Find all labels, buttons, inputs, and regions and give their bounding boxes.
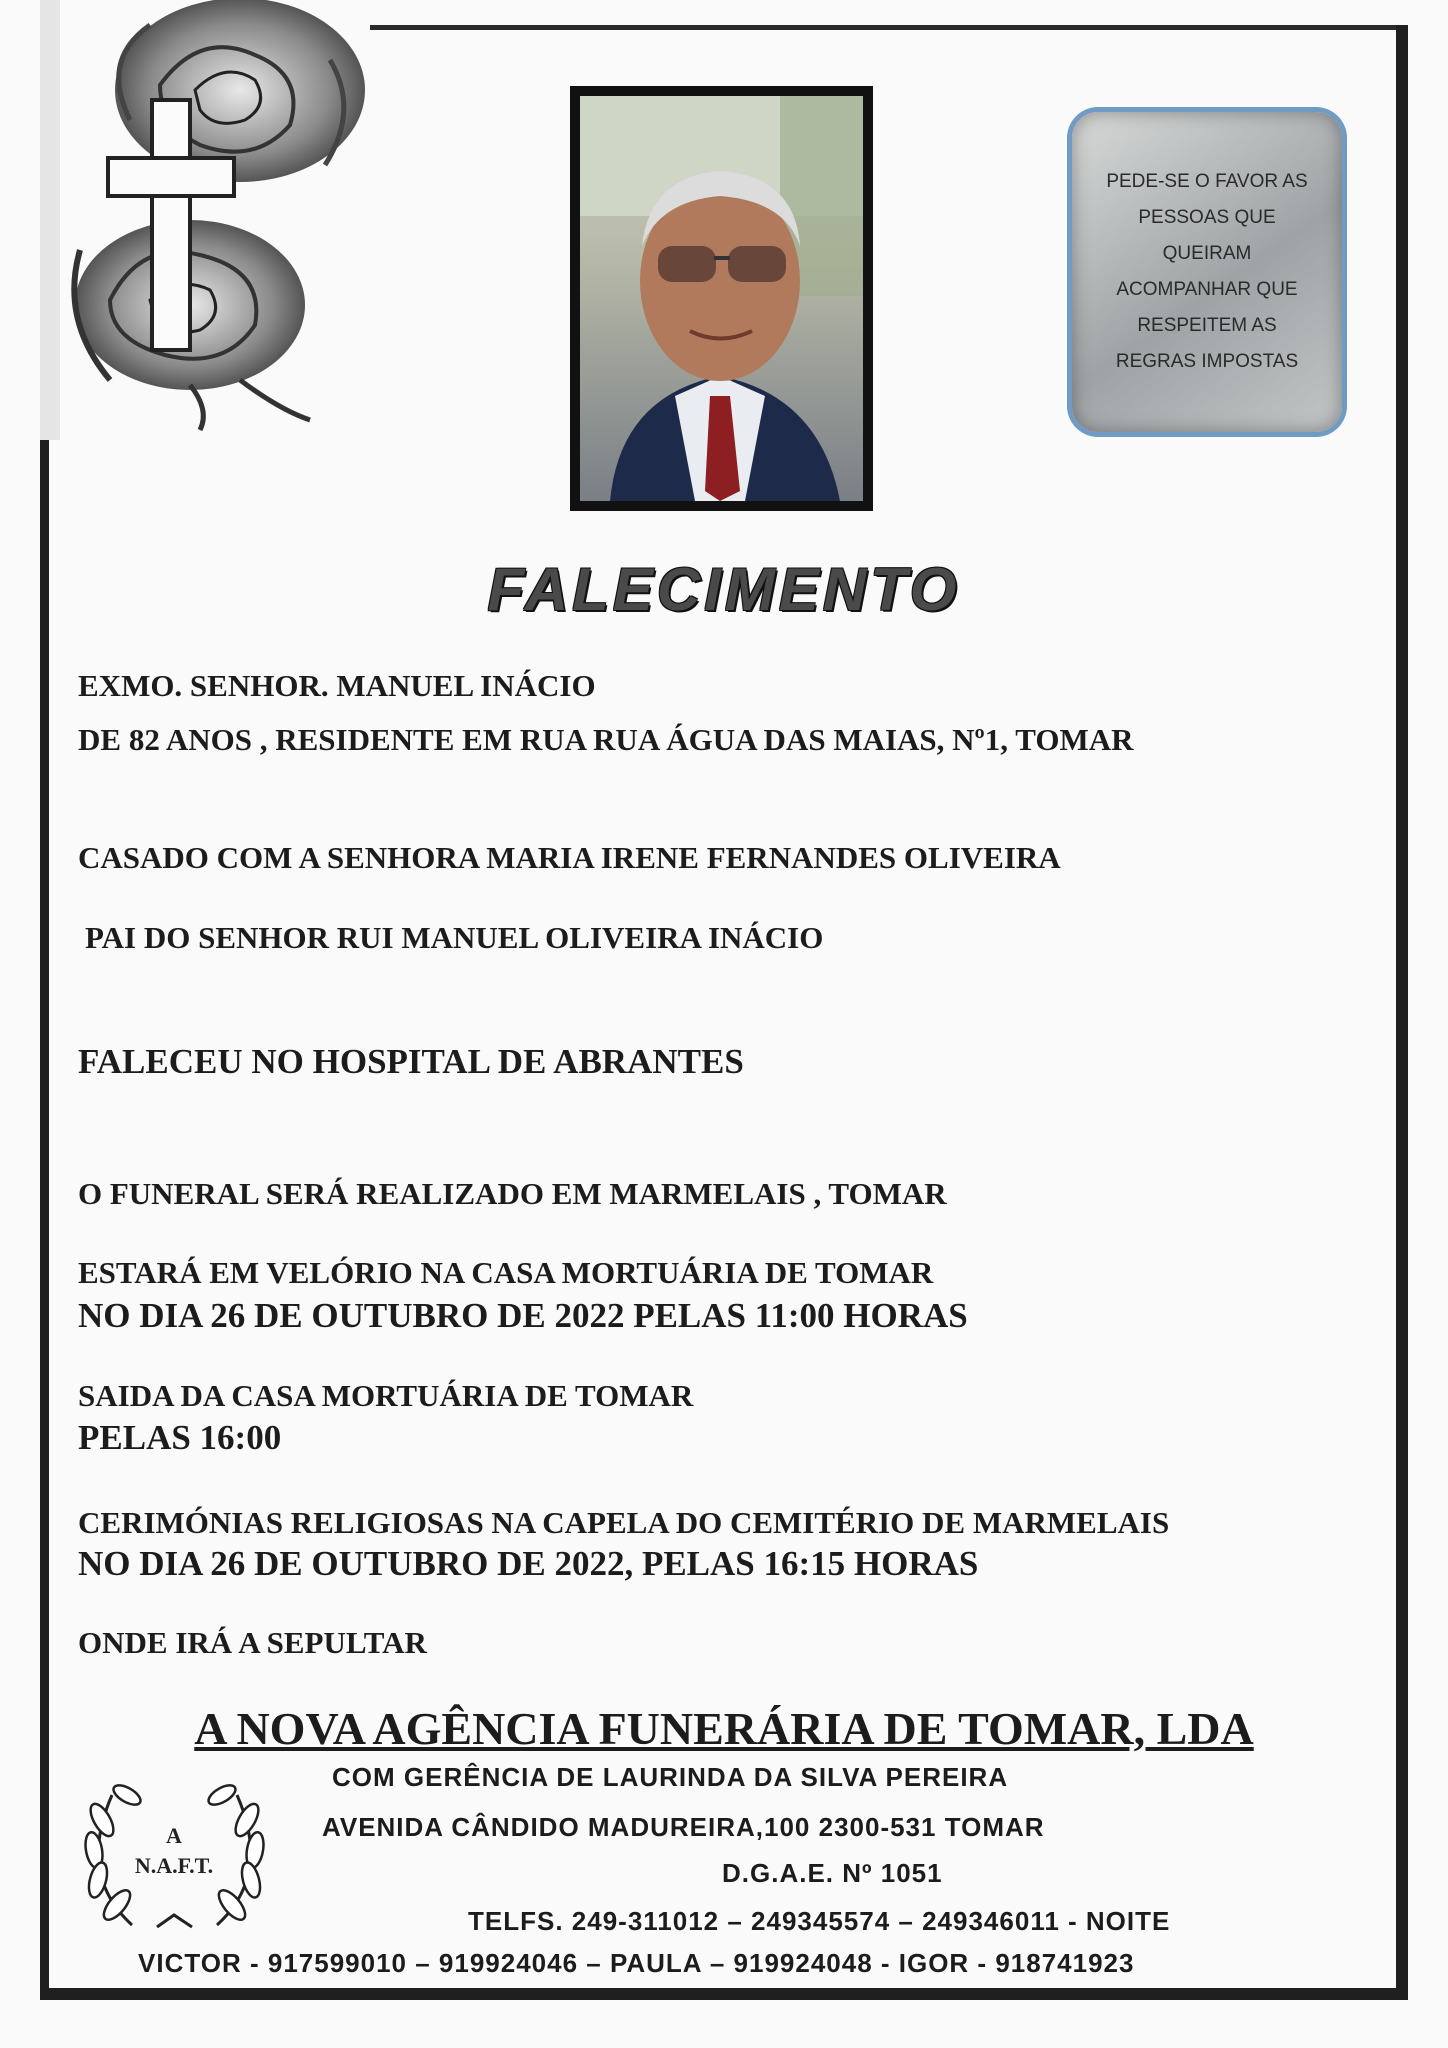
child-line: PAI DO SENHOR RUI MANUEL OLIVEIRA INÁCIO	[85, 920, 824, 955]
agency-night-contacts: VICTOR - 917599010 – 919924046 – PAULA – 919924048 - IGOR - 918741923	[138, 1948, 1135, 1978]
wake-line-1: ESTARÁ EM VELÓRIO NA CASA MORTUÁRIA DE TOMAR	[78, 1255, 934, 1290]
plate-line: QUEIRAM	[1162, 243, 1252, 264]
wake-line-2: NO DIA 26 DE OUTUBRO DE 2022 PELAS 11:00 HORAS	[78, 1296, 968, 1335]
plate-line: REGRAS IMPOSTAS	[1115, 351, 1299, 372]
agency-address: AVENIDA CÂNDIDO MADUREIRA,100 2300-531 TOMAR	[322, 1812, 1045, 1842]
request-plate	[1072, 112, 1342, 432]
departure-line-2: PELAS 16:00	[78, 1418, 282, 1457]
ceremony-line-1: CERIMÓNIAS RELIGIOSAS NA CAPELA DO CEMITÉRIO DE MARMELAIS	[78, 1505, 1170, 1540]
plate-line: ACOMPANHAR QUE	[1116, 279, 1298, 300]
seal-letter: A	[166, 1823, 182, 1848]
departure-line-1: SAIDA DA CASA MORTUÁRIA DE TOMAR	[78, 1378, 694, 1413]
agency-name: A NOVA AGÊNCIA FUNERÁRIA DE TOMAR, LDA	[194, 1703, 1254, 1754]
plate-line: PESSOAS QUE	[1138, 207, 1276, 228]
age-residence-line: DE 82 ANOS , RESIDENTE EM RUA RUA ÁGUA DAS MAIAS, Nº1, TOMAR	[78, 722, 1134, 757]
portrait-figure	[580, 96, 863, 501]
burial-line: ONDE IRÁ A SEPULTAR	[78, 1625, 427, 1660]
plate-text	[1092, 164, 1322, 380]
funeral-line: O FUNERAL SERÁ REALIZADO EM MARMELAIS , TOMAR	[78, 1176, 947, 1211]
ceremony-line-2: NO DIA 26 DE OUTUBRO DE 2022, PELAS 16:15 HORAS	[78, 1544, 979, 1583]
agency-management: COM GERÊNCIA DE LAURINDA DA SILVA PEREIRA	[332, 1762, 1009, 1792]
laurel-wreath-icon	[72, 1765, 277, 1940]
agency-dgae: D.G.A.E. Nº 1051	[722, 1858, 943, 1888]
spouse-line: CASADO COM A SENHORA MARIA IRENE FERNANDES OLIVEIRA	[78, 840, 1061, 875]
frame-bottom-border	[40, 1988, 1408, 2000]
plate-line: PEDE-SE O FAVOR AS	[1106, 171, 1308, 192]
notice-title: FALECIMENTO	[487, 556, 961, 623]
seal-acronym: N.A.F.T.	[134, 1853, 214, 1878]
plate-line: RESPEITEM AS	[1137, 315, 1277, 336]
portrait-photo	[570, 86, 873, 511]
agency-phones: TELFS. 249-311012 – 249345574 – 249346011 - NOITE	[468, 1906, 1171, 1936]
rose-cross-decoration	[40, 0, 370, 440]
death-place-line: FALECEU NO HOSPITAL DE ABRANTES	[78, 1042, 744, 1081]
deceased-line: EXMO. SENHOR. MANUEL INÁCIO	[78, 668, 596, 703]
